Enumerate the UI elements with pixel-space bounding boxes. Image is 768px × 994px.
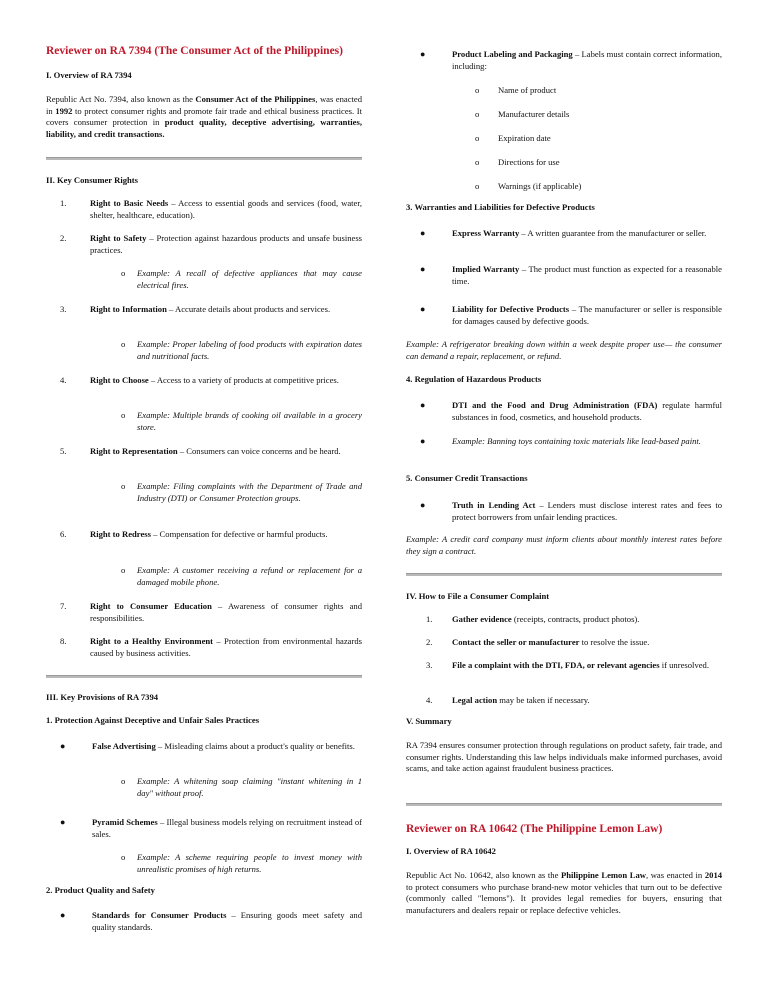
list-item: 8. Right to a Healthy Environment – Protection from environmental hazards caused by business activities. xyxy=(60,636,362,658)
bullet-item: ● Pyramid Schemes – Illegal business models relying on recruitment instead of sales. xyxy=(60,817,362,839)
complaint-step: 1. Gather evidence (receipts, contracts, product photos). xyxy=(426,614,640,624)
label-requirement-item: o Name of product xyxy=(475,85,557,95)
overview-paragraph-ra10642: Republic Act No. 10642, also known as the Philippine Lemon Law, was enacted in 2014 to protect consumers who purchase brand-new motor vehicles that turn out to be defective (commonly called "lemons"). It provides legal remedies for buyers, ensuring that manufacturers and dealers repair or replace defective vehicles. xyxy=(406,870,723,915)
example-item: o Example: Proper labeling of food products with expiration dates and nutritional facts. xyxy=(121,339,362,361)
document-title-ra10642: Reviewer on RA 10642 (The Philippine Lemon Law) xyxy=(406,823,663,835)
example-item: o Example: A customer receiving a refund or replacement for a damaged mobile phone. xyxy=(121,565,362,587)
complaint-step: 4. Legal action may be taken if necessary. xyxy=(426,695,590,705)
bullet-item: ● Express Warranty – A written guarantee from the manufacturer or seller. xyxy=(420,228,707,238)
subsection-heading: 2. Product Quality and Safety xyxy=(46,885,155,895)
example-paragraph: Example: A credit card company must inform clients about monthly interest rates before they sign a contract. xyxy=(406,534,722,556)
section-heading-provisions: III. Key Provisions of RA 7394 xyxy=(46,692,159,702)
complaint-step: 3. File a complaint with the DTI, FDA, or relevant agencies if unresolved. xyxy=(426,660,709,670)
section-divider xyxy=(406,803,722,806)
list-item: 1. Right to Basic Needs – Access to essential goods and services (food, water, shelter, healthcare, education). xyxy=(60,198,363,220)
bullet-item: ● Product Labeling and Packaging – Labels must contain correct information, including: xyxy=(420,49,722,71)
list-item: 5. Right to Representation – Consumers can voice concerns and be heard. xyxy=(60,446,341,456)
section-heading-overview-ra10642: I. Overview of RA 10642 xyxy=(406,846,496,856)
section-heading-overview: I. Overview of RA 7394 xyxy=(46,70,132,80)
subsection-heading: 4. Regulation of Hazardous Products xyxy=(406,374,542,384)
example-item: o Example: Filing complaints with the Department of Trade and Industry (DTI) or Consumer Protection groups. xyxy=(121,481,362,503)
bullet-item: ● Liability for Defective Products – The manufacturer or seller is responsible for damages caused by defective goods. xyxy=(420,304,722,326)
section-heading-summary: V. Summary xyxy=(406,716,452,726)
bullet-item: ● Example: Banning toys containing toxic materials like lead-based paint. xyxy=(420,436,701,446)
example-item: o Example: Multiple brands of cooking oil available in a grocery store. xyxy=(121,410,362,432)
section-divider xyxy=(46,157,362,160)
section-heading-complaint: IV. How to File a Consumer Complaint xyxy=(406,591,550,601)
complaint-step: 2. Contact the seller or manufacturer to resolve the issue. xyxy=(426,637,650,647)
subsection-heading: 1. Protection Against Deceptive and Unfair Sales Practices xyxy=(46,715,260,725)
section-heading-rights: II. Key Consumer Rights xyxy=(46,175,138,185)
list-item: 4. Right to Choose – Access to a variety of products at competitive prices. xyxy=(60,375,339,385)
overview-paragraph: Republic Act No. 7394, also known as the Consumer Act of the Philippines, was enacted in 1992 to protect consumer rights and promote fair trade and ethical business practices. It covers consumer protection in product quality, deceptive advertising, warranties, liability, and credit transactions. xyxy=(46,94,363,139)
list-item: 7. Right to Consumer Education – Awareness of consumer rights and responsibilities. xyxy=(60,601,362,623)
label-requirement-item: o Manufacturer details xyxy=(475,109,570,119)
example-item: o Example: A recall of defective appliances that may cause electrical fires. xyxy=(121,268,362,290)
list-item: 6. Right to Redress – Compensation for defective or harmful products. xyxy=(60,529,328,539)
label-requirement-item: o Warnings (if applicable) xyxy=(475,181,582,191)
example-paragraph: Example: A refrigerator breaking down within a week despite proper use— the consumer can demand a repair, replacement, or refund. xyxy=(406,339,722,361)
list-item: 2. Right to Safety – Protection against hazardous products and unsafe business practices. xyxy=(60,233,363,255)
subsection-heading: 5. Consumer Credit Transactions xyxy=(406,473,528,483)
bullet-item: ● Implied Warranty – The product must function as expected for a reasonable time. xyxy=(420,264,722,286)
example-item: o Example: A whitening soap claiming "instant whitening in 1 day" without proof. xyxy=(121,776,362,798)
label-requirement-item: o Expiration date xyxy=(475,133,551,143)
bullet-item: ● Truth in Lending Act – Lenders must disclose interest rates and fees to protect borrowers from unfair lending practices. xyxy=(420,500,723,522)
bullet-item: ● False Advertising – Misleading claims about a product's quality or benefits. xyxy=(60,741,355,751)
example-item: o Example: A scheme requiring people to invest money with unrealistic promises of high returns. xyxy=(121,852,362,874)
section-divider xyxy=(46,675,362,678)
subsection-heading: 3. Warranties and Liabilities for Defective Products xyxy=(406,202,595,212)
list-item: 3. Right to Information – Accurate details about products and services. xyxy=(60,304,331,314)
section-divider xyxy=(406,573,722,576)
bullet-item: ● DTI and the Food and Drug Administration (FDA) regulate harmful substances in food, cosmetics, and household products. xyxy=(420,400,722,422)
document-title-ra7394: Reviewer on RA 7394 (The Consumer Act of the Philippines) xyxy=(46,45,343,57)
summary-paragraph: RA 7394 ensures consumer protection through regulations on product safety, fair trade, and consumer rights. Understanding this law helps individuals make informed purchases, avoid scams, and take action against fraudulent business practices. xyxy=(406,740,722,774)
bullet-item: ● Standards for Consumer Products – Ensuring goods meet safety and quality standards. xyxy=(60,910,362,932)
label-requirement-item: o Directions for use xyxy=(475,157,560,167)
